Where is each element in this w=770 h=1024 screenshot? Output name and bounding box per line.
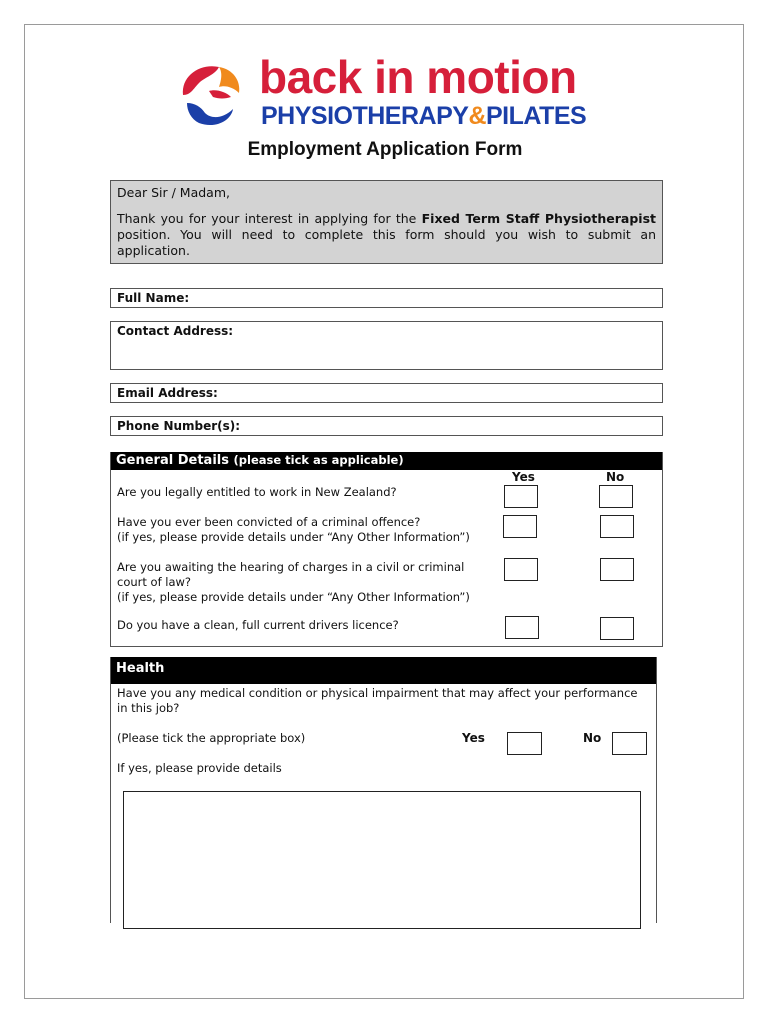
full-name-field[interactable] [110,288,663,308]
logo-name: back in motion [259,51,577,103]
intro-box [110,180,663,264]
tick-instruction: (Please tick the appropriate box) [117,731,306,745]
drivers-licence-yes-checkbox[interactable] [505,616,539,639]
contact-address-label: Contact Address: [117,324,234,338]
health-no-checkbox[interactable] [612,732,647,755]
question-work-entitlement [117,485,397,500]
general-details-subtitle: (please tick as applicable) [233,453,404,467]
yes-column-label: Yes [512,470,535,484]
general-details-title: General Details [116,453,229,468]
question-line: (if yes, please provide details under “Any Other Information”) [117,530,470,544]
question-line: Are you awaiting the hearing of charges in a civil or criminal [117,560,465,574]
logo-tagline-physiotherapy: PHYSIOTHERAPY [261,102,469,130]
health-yes-checkbox[interactable] [507,732,542,755]
question-pending-charges [117,560,470,605]
back-in-motion-logo [175,53,695,133]
criminal-offence-yes-checkbox[interactable] [503,515,537,538]
details-prompt: If yes, please provide details [117,761,282,775]
intro-text-before: Thank you for your interest in applying for the [117,211,422,226]
drivers-licence-no-checkbox[interactable] [600,617,634,640]
question-criminal-offence [117,515,470,545]
work-entitlement-no-checkbox[interactable] [599,485,633,508]
health-question: Have you any medical condition or physical impairment that may affect your performance in this job? [117,686,638,715]
pending-charges-yes-checkbox[interactable] [504,558,538,581]
health-details-textarea[interactable] [123,791,641,929]
phone-numbers-label: Phone Number(s): [117,419,241,433]
health-title: Health [116,661,165,676]
question-line: (if yes, please provide details under “Any Other Information”) [117,590,470,604]
health-yes-label: Yes [462,731,485,745]
swirl-logo-icon [175,57,245,127]
work-entitlement-yes-checkbox[interactable] [504,485,538,508]
criminal-offence-no-checkbox[interactable] [600,515,634,538]
question-line: Have you ever been convicted of a criminal offence? [117,515,421,529]
email-address-label: Email Address: [117,386,218,400]
form-title: Employment Application Form [247,139,523,160]
phone-numbers-field[interactable] [110,416,663,436]
question-line: court of law? [117,575,192,589]
no-column-label: No [606,470,625,484]
health-no-label: No [583,731,602,745]
intro-text-after: position. You will need to complete this form should you wish to submit an application. [117,227,656,258]
position-title: Fixed Term Staff Physiotherapist [421,211,656,226]
logo-tagline-pilates: PILATES [486,102,587,130]
intro-paragraph [117,211,656,259]
question-line: Are you legally entitled to work in New Zealand? [117,485,397,499]
pending-charges-no-checkbox[interactable] [600,558,634,581]
email-address-field[interactable] [110,383,663,403]
logo-tagline [261,101,586,131]
greeting-text: Dear Sir / Madam, [117,185,230,200]
logo-tagline-ampersand: & [468,102,486,130]
form-page [24,24,744,999]
question-line: Do you have a clean, full current drivers licence? [117,618,399,632]
contact-address-field[interactable] [110,321,663,370]
full-name-label: Full Name: [117,291,190,305]
question-drivers-licence [117,618,399,633]
